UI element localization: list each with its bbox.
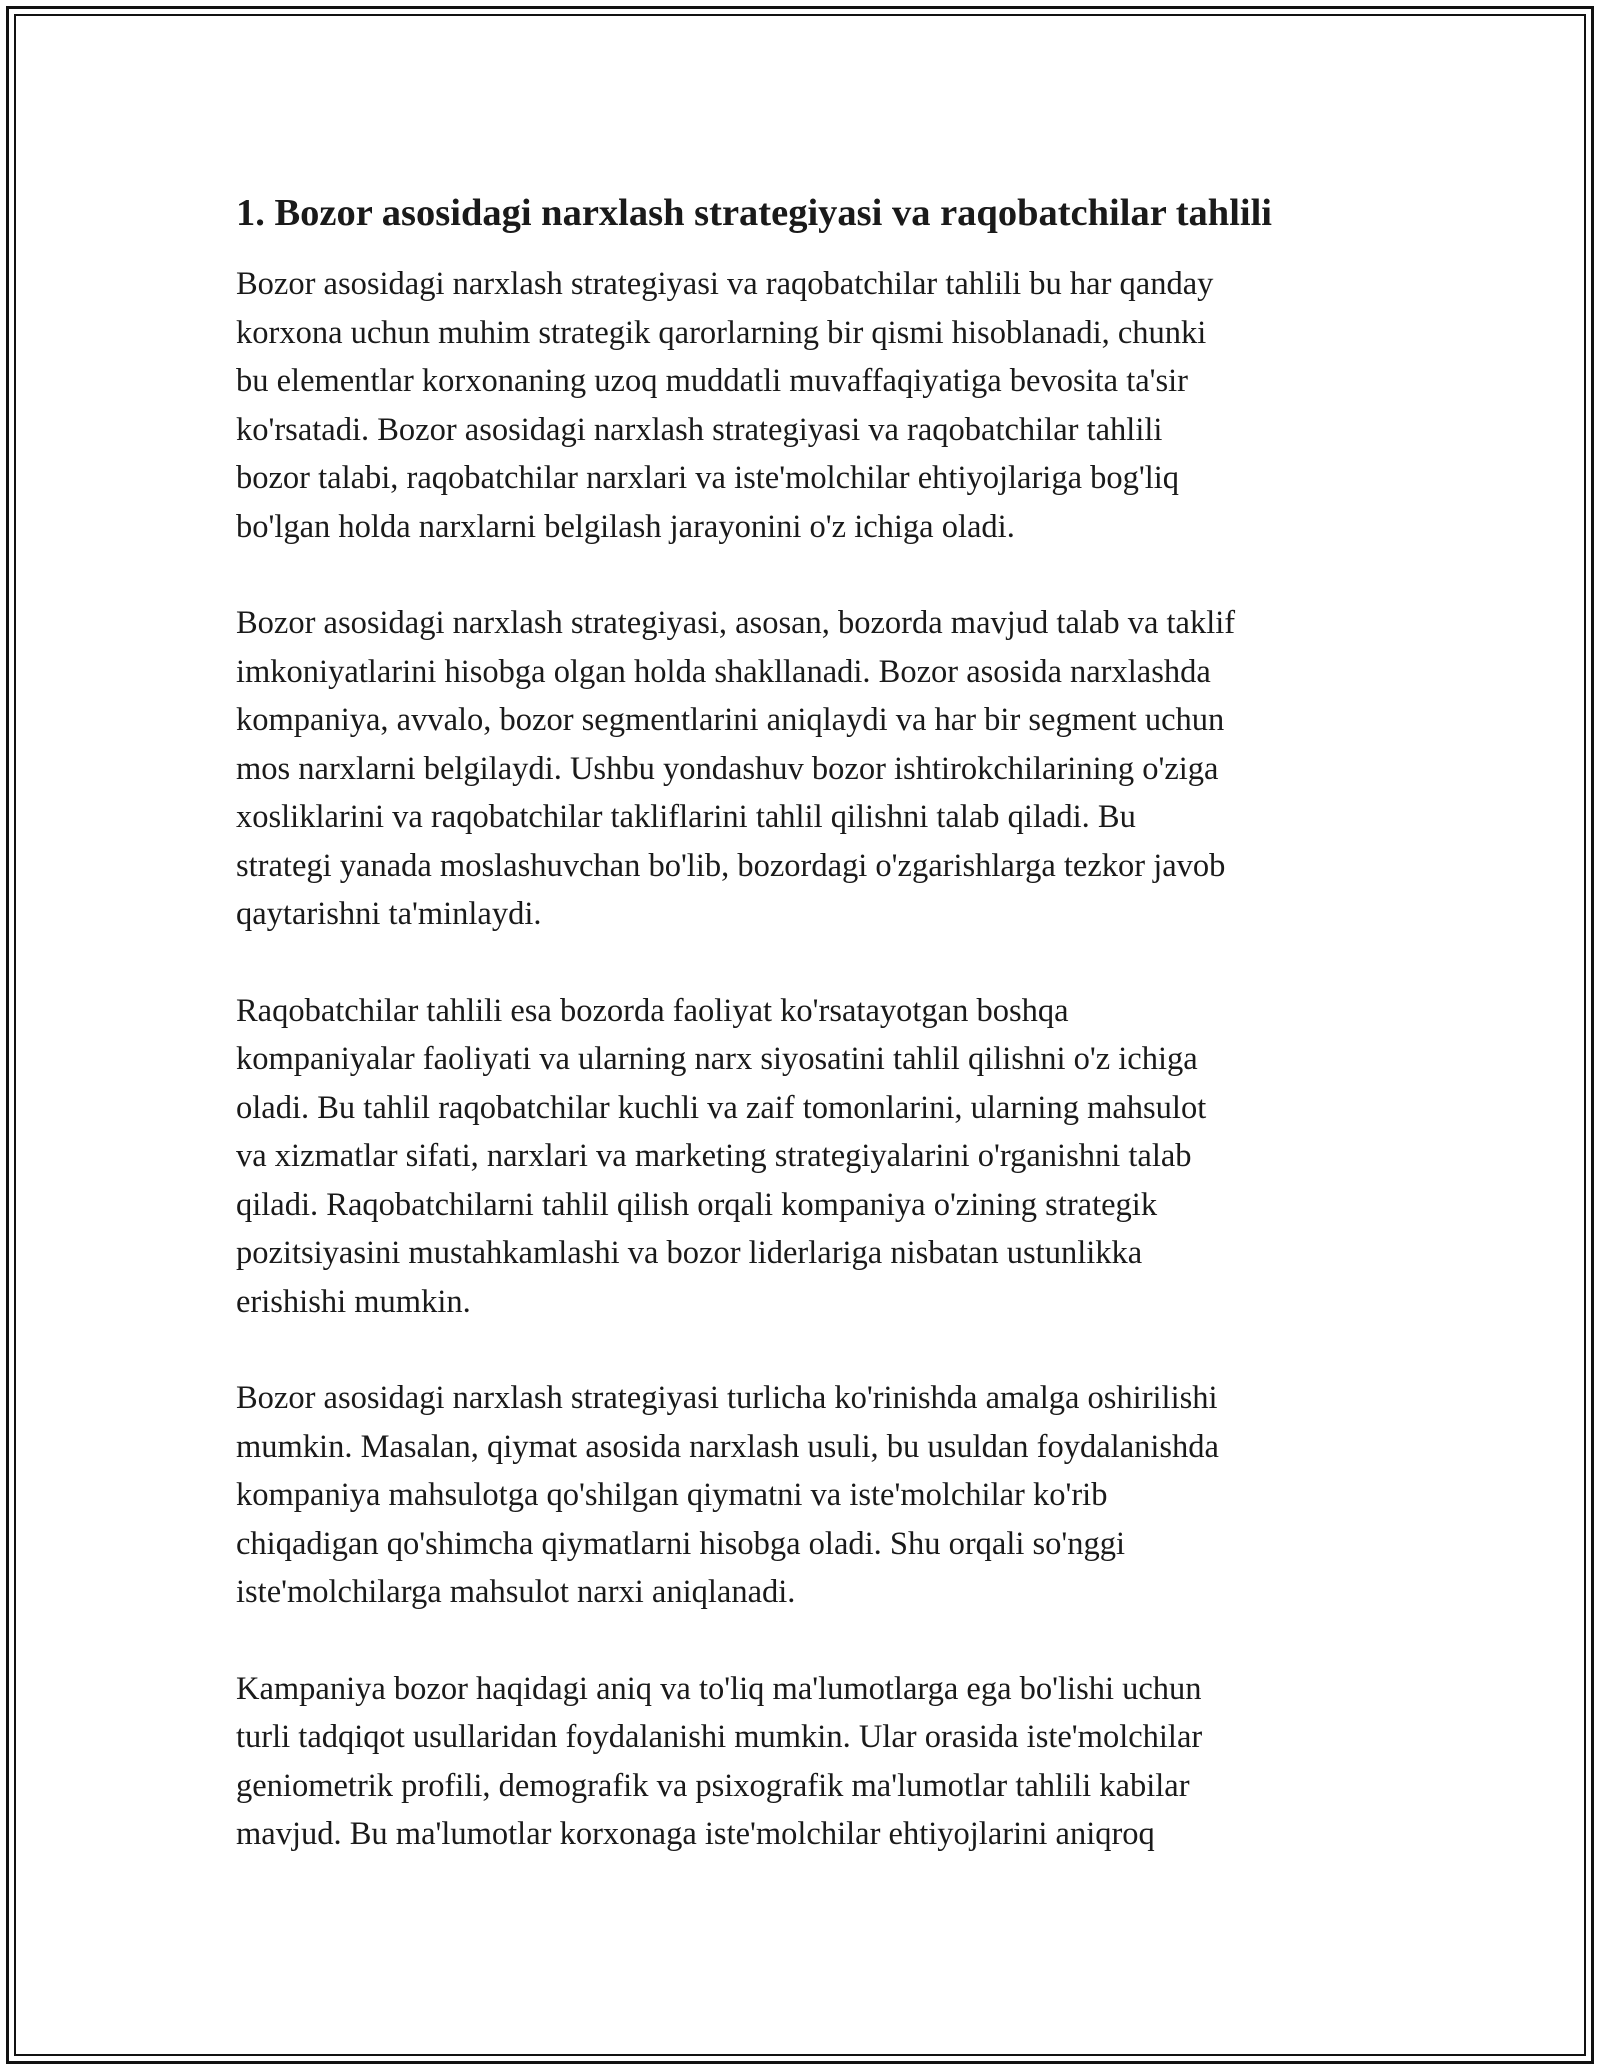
paragraph-line: bu elementlar korxonaning uzoq muddatli muvaffaqiyatiga bevosita ta'sir bbox=[236, 363, 1189, 399]
paragraph-line: Bozor asosidagi narxlash strategiyasi va raqobatchilar tahlili bu har qanday bbox=[236, 266, 1214, 302]
paragraph-line: strategi yanada moslashuvchan bo'lib, bozordagi o'zgarishlarga tezkor javob bbox=[236, 847, 1226, 884]
paragraph-line: geniometrik profili, demografik va psixografik ma'lumotlar tahlili kabilar bbox=[236, 1767, 1190, 1804]
paragraph-line: iste'molchilarga mahsulot narxi aniqlanadi. bbox=[236, 1574, 796, 1610]
paragraph-line: Bozor asosidagi narxlash strategiyasi turlicha ko'rinishda amalga oshirilishi bbox=[236, 1380, 1218, 1416]
paragraph-line: Kampaniya bozor haqidagi aniq va to'liq ma'lumotlarga ega bo'lishi uchun bbox=[236, 1670, 1202, 1707]
paragraph-line: kompaniya mahsulotga qo'shilgan qiymatni va iste'molchilar ko'rib bbox=[236, 1477, 1108, 1513]
paragraph-line: Raqobatchilar tahlili esa bozorda faoliyat ko'rsatayotgan boshqa bbox=[236, 992, 1069, 1029]
paragraph-line: xosliklarini va raqobatchilar takliflarini tahlil qilishni talab qiladi. Bu bbox=[236, 799, 1136, 835]
paragraph-line: oladi. Bu tahlil raqobatchilar kuchli va zaif tomonlarini, ularning mahsulot bbox=[236, 1089, 1207, 1126]
paragraph-line: mos narxlarni belgilaydi. Ushbu yondashuv bozor ishtirokchilarining o'ziga bbox=[236, 750, 1219, 787]
paragraph-line: bozor talabi, raqobatchilar narxlari va iste'molchilar ehtiyojlariga bog'liq bbox=[236, 460, 1180, 496]
section-heading: 1. Bozor asosidagi narxlash strategiyasi va raqobatchilar tahlili bbox=[236, 192, 1272, 234]
paragraph-1 bbox=[236, 260, 1376, 551]
paragraph-line: qaytarishni ta'minlaydi. bbox=[236, 896, 542, 932]
paragraph-4 bbox=[236, 1374, 1376, 1617]
paragraph-line: Bozor asosidagi narxlash strategiyasi, asosan, bozorda mavjud talab va taklif bbox=[236, 605, 1236, 641]
paragraph-line: mumkin. Masalan, qiymat asosida narxlash usuli, bu usuldan foydalanishda bbox=[236, 1428, 1219, 1465]
paragraph-line: kompaniya, avvalo, bozor segmentlarini aniqlaydi va har bir segment uchun bbox=[236, 702, 1225, 738]
paragraph-line: kompaniyalar faoliyati va ularning narx siyosatini tahlil qilishni o'z ichiga bbox=[236, 1041, 1198, 1077]
paragraph-line: erishishi mumkin. bbox=[236, 1283, 471, 1320]
paragraph-2 bbox=[236, 599, 1376, 939]
paragraph-line: korxona uchun muhim strategik qarorlarning bir qismi hisoblanadi, chunki bbox=[236, 314, 1207, 351]
paragraph-5 bbox=[236, 1665, 1376, 1859]
paragraph-line: imkoniyatlarini hisobga olgan holda shakllanadi. Bozor asosida narxlashda bbox=[236, 653, 1211, 690]
paragraph-line: bo'lgan holda narxlarni belgilash jarayonini o'z ichiga oladi. bbox=[236, 508, 1015, 545]
paragraph-line: pozitsiyasini mustahkamlashi va bozor liderlariga nisbatan ustunlikka bbox=[236, 1235, 1143, 1271]
paragraph-3 bbox=[236, 987, 1376, 1327]
paragraph-line: turli tadqiqot usullaridan foydalanishi mumkin. Ular orasida iste'molchilar bbox=[236, 1719, 1203, 1755]
document-content bbox=[236, 186, 1376, 1907]
paragraph-line: ko'rsatadi. Bozor asosidagi narxlash strategiyasi va raqobatchilar tahlili bbox=[236, 411, 1163, 448]
paragraph-line: qiladi. Raqobatchilarni tahlil qilish orqali kompaniya o'zining strategik bbox=[236, 1186, 1158, 1223]
paragraph-line: mavjud. Bu ma'lumotlar korxonaga iste'molchilar ehtiyojlarini aniqroq bbox=[236, 1816, 1155, 1852]
paragraph-line: va xizmatlar sifati, narxlari va marketing strategiyalarini o'rganishni talab bbox=[236, 1138, 1192, 1174]
paragraph-line: chiqadigan qo'shimcha qiymatlarni hisobga oladi. Shu orqali so'nggi bbox=[236, 1525, 1126, 1562]
